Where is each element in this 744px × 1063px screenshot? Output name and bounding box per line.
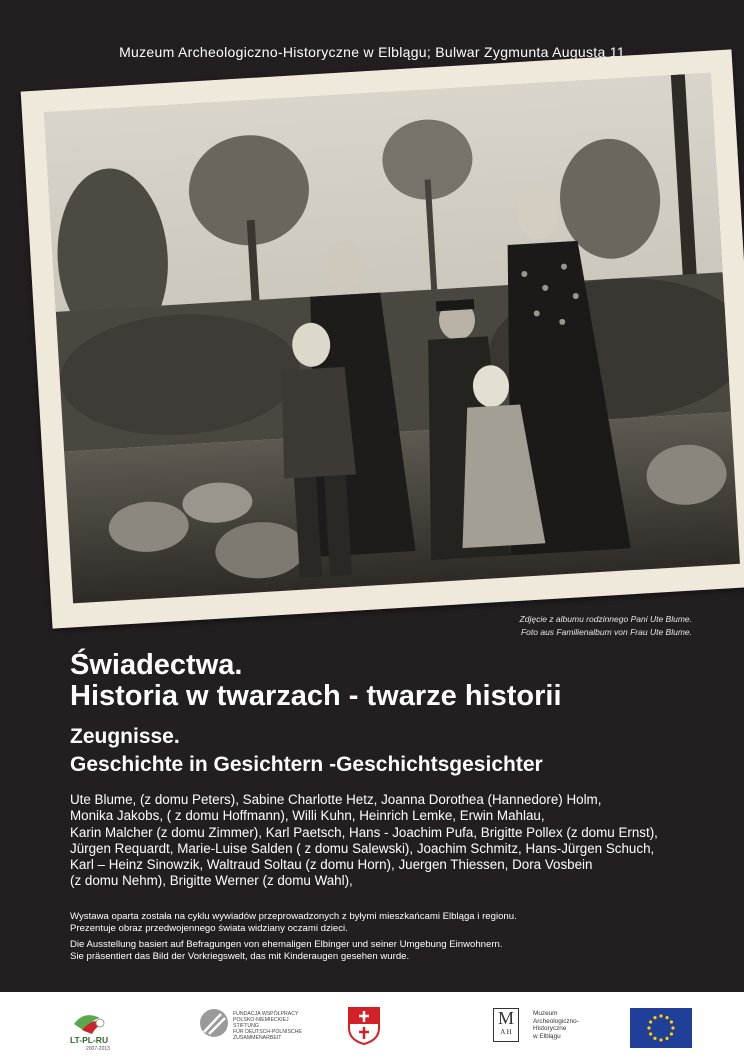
title-de-line1: Zeugnisse.	[70, 725, 180, 748]
info-de-line1: Die Ausstellung basiert auf Befragungen von ehemaligen Elbinger und seiner Umgebung Einwohnern.	[70, 939, 503, 950]
names-line: Karl – Heinz Sinowzik, Waltraud Soltau (z domu Horn), Juergen Thiessen, Dora Vosbein	[70, 857, 593, 873]
header-address: Muzeum Archeologiczno-Historyczne w Elblągu; Bulwar Zygmunta Augusta 11	[119, 44, 625, 60]
title-de-line2: Geschichte in Gesichtern -Geschichtsgesichter	[70, 753, 543, 776]
names-line: (z domu Nehm), Brigitte Werner (z domu Wahl),	[70, 873, 353, 889]
foundation-line: FUNDACJA WSPÓŁPRACY	[233, 1011, 299, 1017]
caption-pl: Zdjęcie z albumu rodzinnego Pani Ute Blume.	[519, 614, 692, 624]
museum-line: Muzeum	[533, 1010, 558, 1017]
title-polish	[70, 650, 562, 712]
family-photo-image	[44, 73, 740, 604]
museum-emblem-icon	[493, 1008, 519, 1042]
names-line: Ute Blume, (z domu Peters), Sabine Charlotte Hetz, Joanna Dorothea (Hannedore) Holm,	[70, 792, 602, 807]
exhibition-info	[70, 911, 517, 962]
names-line: Monika Jakobs, ( z domu Hoffmann), Willi Kuhn, Heinrich Lemke, Erwin Mahlau,	[70, 808, 545, 824]
info-pl-line1: Wystawa oparta została na cyklu wywiadów przeprowadzonych z byłymi mieszkańcami Elbląga i regionu.	[70, 911, 517, 922]
eu-flag-logo	[630, 1008, 692, 1048]
foundation-logo	[199, 1008, 309, 1048]
lt-pl-ru-logo	[70, 1010, 130, 1054]
elblag-crest-logo	[347, 1006, 381, 1046]
museum-logo	[493, 1008, 593, 1048]
museum-text	[533, 1010, 579, 1040]
info-pl-line2: Prezentuje obraz przedwojennego świata widziany oczami dzieci.	[70, 922, 348, 934]
participants-list	[70, 792, 710, 890]
info-de-line2: Sie präsentiert das Bild der Vorkriegswelt, das mit Kinderaugen gesehen wurde.	[70, 950, 410, 962]
museum-mark-sub: A H	[500, 1028, 512, 1036]
museum-line: Archeologiczno-	[533, 1017, 579, 1025]
foundation-emblem-icon	[199, 1008, 229, 1038]
historical-photo	[21, 49, 744, 628]
museum-mark: M	[497, 1008, 514, 1028]
foundation-line: STIFTUNG	[233, 1023, 259, 1029]
title-pl-line1: Świadectwa.	[70, 649, 243, 681]
crest-icon	[347, 1006, 381, 1046]
photo-caption	[520, 613, 692, 639]
foundation-line: POLSKO-NIEMIECKIEJ	[233, 1017, 289, 1023]
names-line: Karin Malcher (z domu Zimmer), Karl Paetsch, Hans - Joachim Pufa, Brigitte Pollex (z domu Ernst),	[70, 824, 658, 840]
eu-flag-icon	[630, 1008, 692, 1048]
lt-pl-ru-years: 2007-2013	[86, 1046, 110, 1052]
foundation-text	[233, 1011, 302, 1041]
sponsor-footer	[0, 992, 744, 1063]
names-line: Jürgen Requardt, Marie-Luise Salden ( z domu Salewski), Joachim Schmitz, Hans-Jürgen Schuch,	[70, 840, 655, 856]
museum-line: w Elblągu	[533, 1032, 561, 1040]
museum-line: Historyczne	[533, 1025, 567, 1033]
caption-de: Foto aus Familienalbum von Frau Ute Blume.	[520, 627, 692, 637]
lt-pl-ru-label: LT-PL-RU	[70, 1035, 109, 1045]
foundation-line: FÜR DEUTSCH-POLNISCHE	[233, 1029, 302, 1035]
title-german	[70, 723, 543, 779]
foundation-line: ZUSAMMENARBEIT	[233, 1035, 282, 1041]
title-pl-line2: Historia w twarzach - twarze historii	[70, 680, 562, 712]
